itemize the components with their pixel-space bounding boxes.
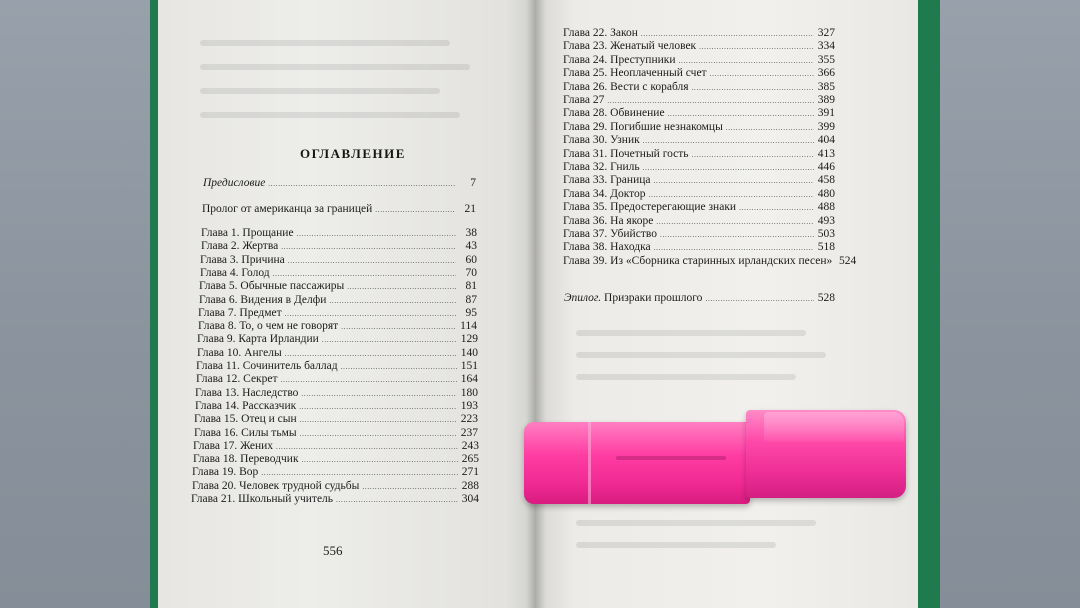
- show-through-line: [576, 374, 796, 380]
- toc-entry-label: Глава 30. Узник: [563, 134, 640, 147]
- toc-entry-page: 334: [817, 40, 835, 53]
- toc-entry: [563, 228, 835, 242]
- toc-entry-page: 458: [817, 174, 835, 187]
- toc-entry: [563, 215, 835, 229]
- toc-entry-page: 503: [817, 228, 835, 240]
- toc-entry-page: 38: [465, 227, 477, 239]
- toc-entry: [563, 40, 835, 54]
- toc-entry-label: Глава 18. Переводчик: [193, 453, 299, 466]
- toc-entry: [563, 241, 835, 255]
- toc-entry: [198, 307, 477, 321]
- highlighter-clip: [764, 412, 904, 442]
- toc-entry-label: Глава 7. Предмет: [198, 306, 282, 319]
- toc-entry: [199, 280, 477, 294]
- dot-leader: [362, 480, 458, 494]
- toc-entry-page: 391: [817, 107, 835, 120]
- toc-entry: [192, 466, 479, 480]
- dot-leader: [692, 81, 814, 95]
- toc-entry-label: Глава 23. Женатый человек: [563, 40, 697, 53]
- dot-leader: [341, 320, 456, 334]
- dot-leader: [699, 40, 814, 54]
- show-through-line: [576, 330, 806, 336]
- toc-entry-label: Глава 9. Карта Ирландии: [197, 333, 319, 346]
- toc-entry-page: 327: [817, 27, 835, 39]
- toc-entry: [563, 107, 835, 121]
- dot-leader: [660, 228, 814, 242]
- toc-entry-page: 70: [465, 266, 477, 279]
- toc-entry-page: 413: [817, 147, 835, 160]
- highlighter-marker-icon: [524, 408, 906, 504]
- toc-entry-label: Глава 21. Школьный учитель: [191, 493, 334, 505]
- dot-leader: [301, 387, 457, 401]
- toc-entry-page: 288: [461, 479, 479, 492]
- dot-leader: [347, 280, 456, 294]
- toc-entry-page: 528: [817, 292, 835, 304]
- toc-entry-label: Глава 20. Человек трудной судьбы: [192, 479, 360, 492]
- toc-entry-label: Глава 33. Граница: [563, 174, 651, 187]
- toc-entry-label: Глава 26. Вести с корабля: [563, 80, 689, 93]
- toc-entry: [203, 177, 476, 191]
- dot-leader: [726, 121, 814, 135]
- toc-entry-page: 518: [817, 241, 835, 254]
- toc-entry-label: Глава 17. Жених: [193, 439, 274, 452]
- toc-entry-label: Глава 14. Рассказчик: [195, 399, 297, 412]
- dot-leader: [668, 107, 814, 121]
- toc-entry-label: Пролог от американца за границей: [202, 203, 373, 215]
- toc-entry: [563, 201, 835, 215]
- dot-leader: [692, 148, 814, 162]
- toc-entry-page: 180: [460, 386, 478, 399]
- toc-entry-label: Глава 24. Преступники: [563, 53, 676, 66]
- toc-entry-page: 21: [464, 203, 476, 215]
- toc-heading: ОГЛАВЛЕНИЕ: [300, 146, 406, 161]
- toc-entry-page: 493: [817, 214, 835, 227]
- toc-entry-page: 265: [461, 453, 479, 466]
- toc-entry-label: Глава 22. Закон: [563, 27, 638, 39]
- dot-leader: [649, 188, 814, 202]
- dot-leader: [261, 466, 458, 480]
- show-through-line: [200, 112, 460, 118]
- toc-entry: [194, 413, 478, 427]
- toc-entry-page: 237: [460, 426, 478, 439]
- toc-entry-label: Глава 2. Жертва: [201, 240, 279, 253]
- toc-entry-label: Глава 6. Видения в Делфи: [199, 293, 327, 306]
- dot-leader: [281, 240, 456, 254]
- toc-entry: [563, 174, 835, 188]
- toc-entry: [196, 360, 478, 374]
- dot-leader: [710, 67, 814, 81]
- toc-entry-label: Глава 4. Голод: [200, 266, 270, 279]
- dot-leader: [288, 254, 456, 268]
- dot-leader: [322, 333, 457, 347]
- toc-entry-page: 114: [460, 320, 477, 333]
- toc-entry-page: 81: [465, 280, 477, 293]
- dot-leader: [299, 400, 457, 414]
- toc-entry-label: Глава 10. Ангелы: [197, 346, 282, 359]
- toc-entry: [201, 240, 477, 254]
- dot-leader: [285, 347, 457, 361]
- toc-entry: [563, 188, 835, 202]
- toc-entry-page: 488: [817, 201, 835, 214]
- toc-entry: [201, 227, 477, 241]
- toc-entry-label: Глава 12. Секрет: [196, 373, 278, 386]
- toc-entry: [563, 121, 835, 135]
- toc-entry-label: Глава 11. Сочинитель баллад: [196, 360, 338, 372]
- toc-entry-page: 87: [465, 293, 477, 306]
- dot-leader: [329, 294, 456, 308]
- show-through-line: [576, 352, 826, 358]
- toc-entry-page: 243: [461, 439, 479, 452]
- toc-entry: [193, 440, 479, 454]
- dot-leader: [300, 413, 457, 427]
- toc-entry: [191, 493, 479, 507]
- toc-entry-label: Глава 8. То, о чем не говорят: [198, 320, 339, 333]
- toc-entry: [564, 292, 835, 306]
- show-through-line: [200, 64, 470, 70]
- dot-leader: [285, 307, 456, 321]
- toc-entry-label: Глава 31. Почетный гость: [563, 147, 689, 160]
- toc-entry: [195, 387, 478, 401]
- dot-leader: [641, 27, 814, 41]
- toc-entry-page: 151: [460, 360, 478, 372]
- dot-leader: [643, 161, 814, 175]
- book-gutter: [526, 0, 546, 608]
- toc-entry-page: 446: [817, 161, 835, 173]
- toc-entry: [200, 267, 477, 281]
- toc-entry: [196, 373, 478, 387]
- dot-leader: [656, 215, 814, 229]
- dot-leader: [297, 227, 456, 241]
- toc-entry-label: Глава 34. Доктор: [563, 187, 646, 200]
- dot-leader: [375, 203, 455, 217]
- toc-entry-label: Глава 5. Обычные пассажиры: [199, 280, 345, 293]
- toc-entry: [195, 400, 478, 414]
- page-number: 556: [323, 543, 343, 558]
- toc-entry-page: 404: [817, 134, 835, 147]
- toc-entry: [200, 254, 477, 268]
- toc-entry-label: Глава 38. Находка: [563, 241, 651, 254]
- dot-leader: [739, 201, 814, 215]
- toc-entry: [563, 54, 835, 68]
- toc-entry: [194, 427, 478, 441]
- toc-entry-label: Глава 32. Гниль: [563, 161, 640, 173]
- toc-entry: [202, 203, 476, 217]
- toc-entry-page: 43: [465, 240, 477, 253]
- dot-leader: [300, 427, 457, 441]
- toc-entry: [563, 94, 835, 108]
- toc-entry-page: 355: [817, 53, 835, 66]
- toc-entry-label: Глава 13. Наследство: [195, 386, 299, 399]
- toc-entry-label: Глава 36. На якоре: [563, 214, 654, 227]
- toc-entry: [193, 453, 479, 467]
- highlighter-cap: [524, 422, 750, 504]
- toc-entry: [563, 134, 835, 148]
- toc-entry: [198, 320, 477, 334]
- toc-entry-label: Глава 37. Убийство: [563, 228, 657, 240]
- toc-entry-label: Глава 29. Погибшие незнакомцы: [563, 120, 723, 133]
- toc-entry: [197, 347, 478, 361]
- toc-entry-label: Глава 28. Обвинение: [563, 107, 665, 120]
- show-through-line: [576, 542, 776, 548]
- toc-entry-page: 389: [817, 94, 835, 106]
- dot-leader: [679, 54, 814, 68]
- toc-entry-label: Глава 25. Неоплаченный счет: [563, 67, 707, 80]
- toc-entry: [563, 254, 857, 269]
- dot-leader: [302, 453, 458, 467]
- toc-entry-page: 385: [817, 80, 835, 93]
- toc-entry-label: Глава 16. Силы тьмы: [194, 426, 297, 439]
- dot-leader: [268, 177, 455, 191]
- dot-leader: [705, 292, 814, 306]
- toc-entry-label: Глава 39. Из «Сборника старинных ирландских песен»: [563, 254, 833, 267]
- dot-leader: [341, 360, 457, 374]
- toc-entry-label: Глава 27: [563, 94, 605, 106]
- toc-entry-label: Глава 3. Причина: [200, 253, 285, 266]
- toc-entry: [563, 27, 835, 41]
- toc-entry: [192, 480, 479, 494]
- toc-entry-page: 271: [461, 466, 479, 479]
- dot-leader: [653, 174, 814, 188]
- toc-entry-page: 7: [470, 177, 476, 189]
- toc-entry-page: 129: [460, 333, 478, 346]
- toc-entry-page: 366: [817, 67, 835, 80]
- toc-entry-page: 524: [839, 254, 857, 267]
- dot-leader: [276, 440, 458, 454]
- toc-entry-label: Глава 35. Предостерегающие знаки: [563, 201, 737, 214]
- toc-entry-label: Глава 15. Отец и сын: [194, 413, 297, 426]
- toc-entry-label: Глава 1. Прощание: [201, 227, 294, 239]
- show-through-line: [200, 88, 440, 94]
- dot-leader: [273, 267, 456, 281]
- toc-entry: [563, 81, 835, 95]
- toc-entry-page: 60: [465, 253, 477, 266]
- toc-entry-page: 193: [460, 399, 478, 412]
- toc-entry-label: Предисловие: [203, 177, 266, 189]
- toc-entry-page: 140: [460, 346, 478, 359]
- toc-entry: [563, 148, 835, 162]
- toc-entry-page: 95: [465, 306, 477, 319]
- toc-entry: [199, 294, 477, 308]
- toc-entry-page: 399: [817, 120, 835, 133]
- toc-entry-page: 480: [817, 187, 835, 200]
- toc-entry: [563, 67, 835, 81]
- dot-leader: [336, 493, 458, 507]
- dot-leader: [643, 134, 814, 148]
- dot-leader: [607, 94, 814, 108]
- toc-entry-page: 164: [460, 373, 478, 386]
- dot-leader: [281, 373, 457, 387]
- toc-entry-page: 223: [460, 413, 478, 426]
- show-through-line: [576, 520, 816, 526]
- toc-entry: [197, 333, 478, 347]
- dot-leader: [654, 241, 814, 255]
- toc-entry-page: 304: [461, 493, 479, 505]
- toc-entry: [563, 161, 835, 175]
- toc-entry-label: Глава 19. Вор: [192, 466, 259, 479]
- show-through-line: [200, 40, 450, 46]
- toc-entry-label: Эпилог. Призраки прошлого: [564, 292, 703, 304]
